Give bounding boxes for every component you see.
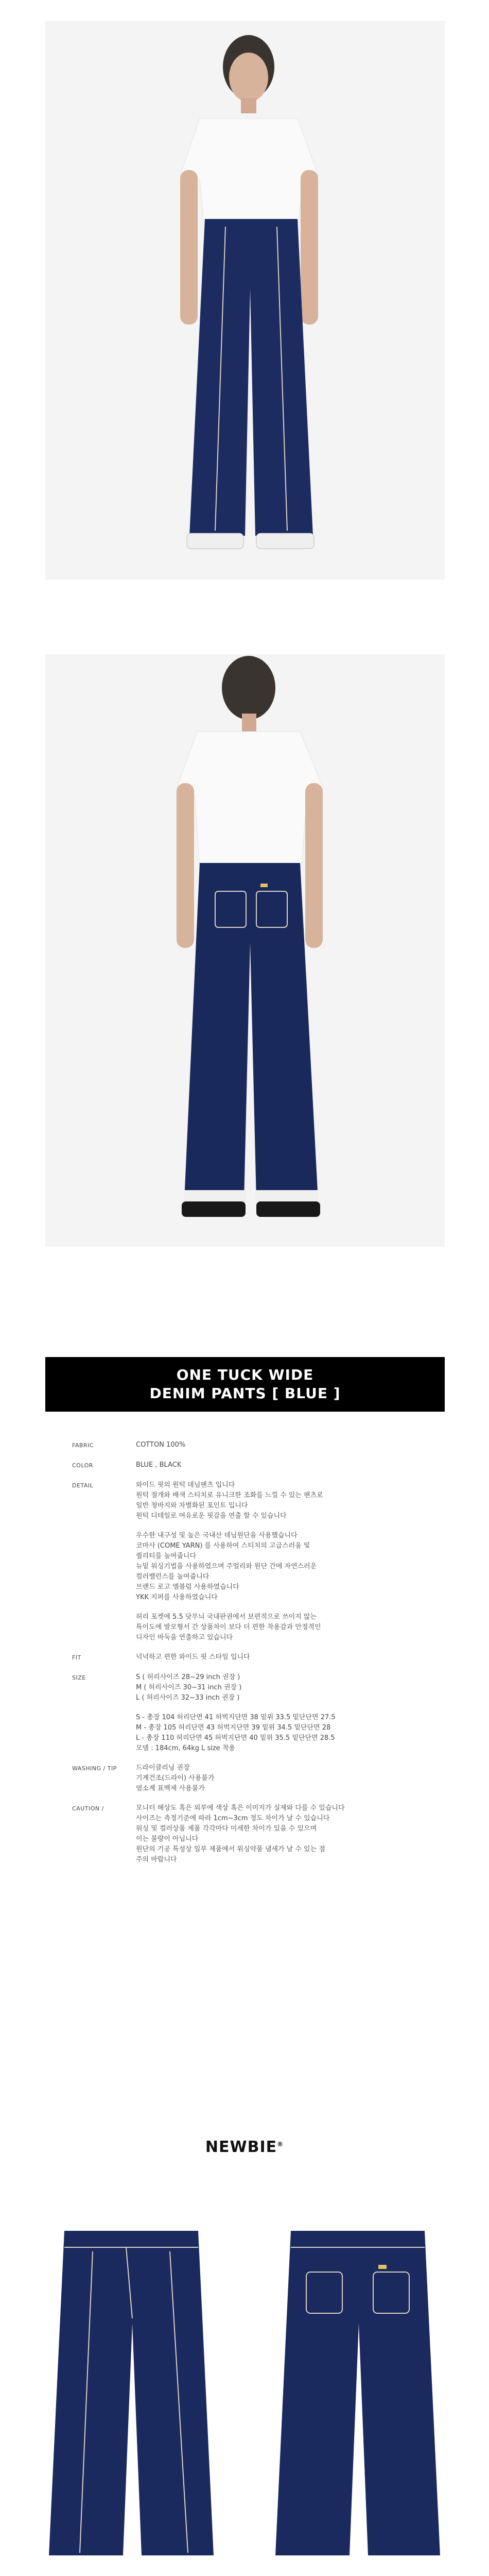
spec-key: WASHING / TIP (72, 1765, 117, 1772)
spec-row (72, 1460, 432, 1471)
spec-line: 드라이클리닝 권장 (136, 1764, 190, 1772)
spec-row (72, 1672, 432, 1754)
spec-line: 컬러밸런스를 높여줍니다 (136, 1573, 209, 1581)
spec-line: YKK 지퍼를 사용하였습니다 (136, 1594, 218, 1601)
spec-line: 원턱 디테일로 여유로운 핏감을 연출 할 수 있습니다 (136, 1512, 287, 1520)
brand-name: NEWBIE (205, 2138, 277, 2156)
spec-value (136, 1480, 432, 1643)
spec-value (136, 1672, 432, 1754)
spec-line: 원턱 절개와 배색 스티치로 유니크한 조화를 느낄 수 있는 팬츠로 (136, 1492, 323, 1499)
product-title-line2: DENIM PANTS [ BLUE ] (149, 1385, 341, 1402)
spec-line: 코마사 (COME YARN) 를 사용하여 스티치의 고급스러움 및 (136, 1542, 310, 1550)
spec-line: 사이즈는 측정기준에 따라 1cm~3cm 정도 차이가 날 수 있습니다 (136, 1815, 330, 1822)
spec-line: 허리 포켓에 5.5 닷무늬 국내판권에서 보편적으로 쓰이지 않는 (136, 1613, 317, 1621)
product-title-line1: ONE TUCK WIDE (176, 1366, 314, 1383)
spec-line: 기계건조(드라이) 사용불가 (136, 1774, 215, 1782)
spec-value (136, 1652, 432, 1663)
spec-table (72, 1440, 432, 1874)
spec-line: 워싱 및 컬러상품 제품 각각마다 미세한 차이가 있을 수 있으며 (136, 1825, 317, 1833)
spec-line: 염소계 표백제 사용불가 (136, 1785, 205, 1792)
spec-line: 모니터 해상도 혹은 외부에 색상 혹은 이미지가 실제와 다를 수 있습니다 (136, 1804, 345, 1812)
spec-line: L - 총장 110 허리단면 45 허벅지단면 40 밑위 35.5 밑단단면 28.5 (136, 1734, 335, 1742)
spec-line: S ( 허리사이즈 28~29 inch 권장 ) (136, 1673, 240, 1681)
spec-line: 우수한 내구성 및 높은 국내산 데님원단을 사용했습니다 (136, 1532, 298, 1539)
spec-line: M - 총장 105 허리단면 43 허벅지단면 39 밑위 34.5 밑단단면 28 (136, 1724, 331, 1732)
spec-row (72, 1652, 432, 1663)
spec-row (72, 1440, 432, 1451)
model-back-photo (45, 654, 445, 1247)
spec-line: 주의 바랍니다 (136, 1856, 177, 1863)
brand-mark: ® (277, 2141, 284, 2148)
spec-line: 디자인 바둑을 연출하고 있습니다 (136, 1634, 233, 1641)
spec-line: L ( 허리사이즈 32~33 inch 권장 ) (136, 1694, 240, 1702)
spec-value (136, 1440, 432, 1451)
spec-row (72, 1763, 432, 1794)
spec-line: 넉넉하고 편한 와이드 핏 스타일 입니다 (136, 1653, 250, 1661)
spec-row (72, 1803, 432, 1865)
spec-line: 모델 : 184cm, 64kg L size 착용 (136, 1744, 235, 1752)
spec-row (72, 1480, 432, 1643)
spec-value (136, 1763, 432, 1794)
spec-line: BLUE , BLACK (136, 1461, 182, 1469)
spec-line: 와이드 핏의 원턱 데님팬츠 입니다 (136, 1481, 235, 1489)
flat-lay-back (270, 2215, 445, 2571)
spec-line: 일반 청바지와 차별화된 포인트 입니다 (136, 1502, 248, 1510)
spec-line: 특이도에 발모형서 간 상품차이 보다 더 편한 착용감과 안정적인 (136, 1623, 321, 1631)
model-front-photo (45, 21, 445, 580)
spec-value (136, 1803, 432, 1865)
spec-key: FIT (72, 1654, 81, 1661)
spec-line: S - 총장 104 허리단면 41 허벅지단면 38 밑위 33.5 밑단단면 27.5 (136, 1714, 336, 1721)
spec-line: 뉴밑 워싱기법을 사용하였으며 주얼리와 원단 간에 자연스러운 (136, 1563, 317, 1570)
spec-value (136, 1460, 432, 1471)
flat-lay-front (44, 2215, 219, 2571)
spec-line: 브랜드 로고 엠블럼 사용하였습니다 (136, 1583, 239, 1591)
spec-key: CAUTION / (72, 1805, 104, 1812)
brand-logo (0, 2138, 489, 2156)
product-title-band (45, 1357, 445, 1412)
spec-line: 원단의 기공 특성상 일부 제품에서 워싱약품 냄새가 날 수 있는 점 (136, 1845, 325, 1853)
spec-key: DETAIL (72, 1482, 94, 1489)
spec-line: 이는 불량이 아닙니다 (136, 1835, 199, 1843)
spec-line: M ( 허리사이즈 30~31 inch 권장 ) (136, 1684, 242, 1691)
spec-key: COLOR (72, 1462, 93, 1469)
spec-key: FABRIC (72, 1442, 94, 1449)
spec-line: 퀄리티를 높여줍니다 (136, 1552, 197, 1560)
spec-key: SIZE (72, 1674, 86, 1681)
spec-line: COTTON 100% (136, 1441, 186, 1449)
